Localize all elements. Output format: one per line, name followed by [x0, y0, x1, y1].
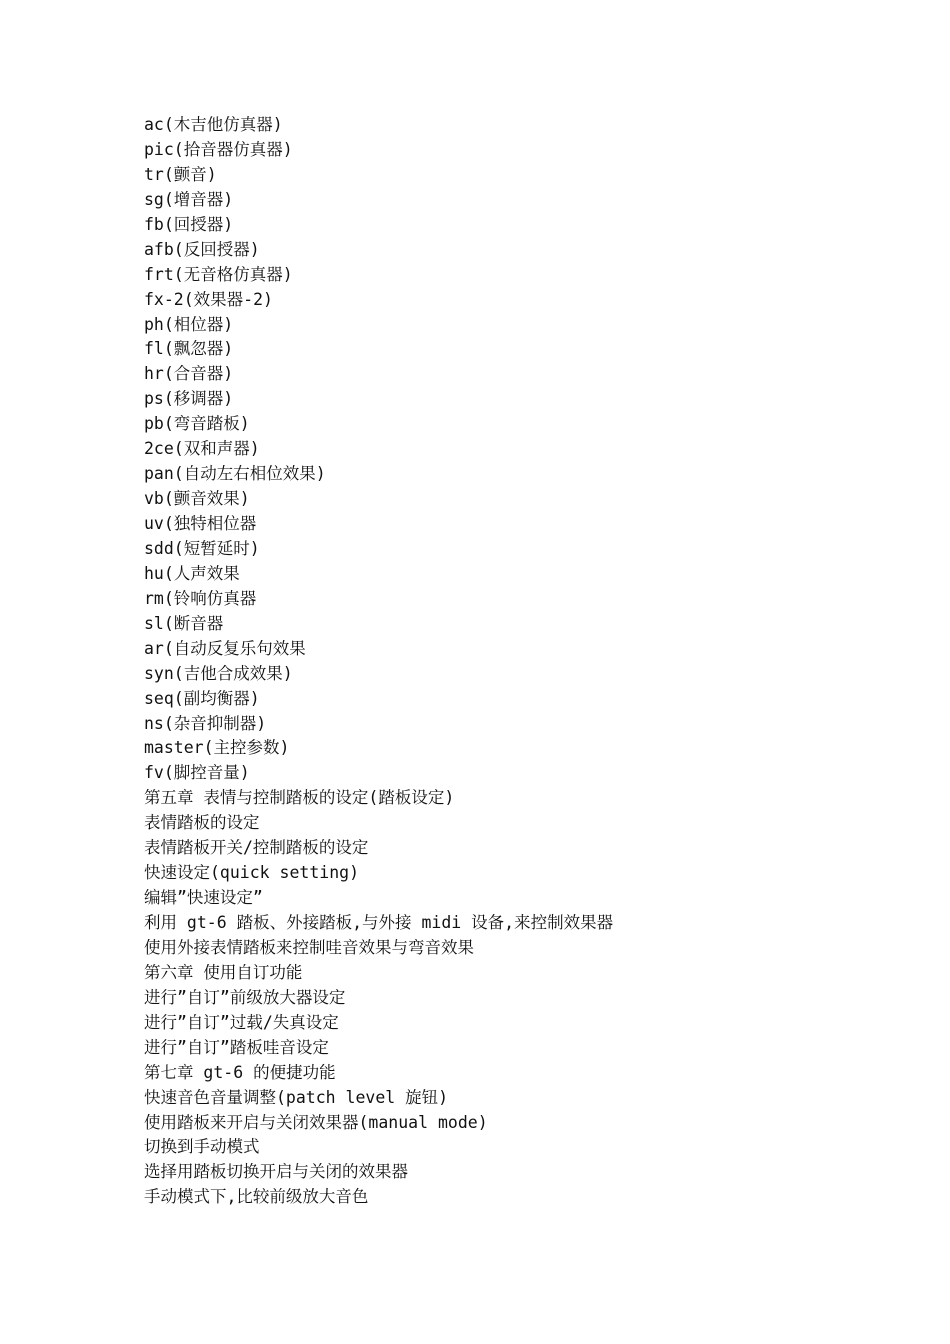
text-line: fx-2(效果器-2) — [144, 289, 273, 309]
text-line: uv(独特相位器 — [144, 514, 257, 533]
text-line: 利用 gt-6 踏板、外接踏板,与外接 midi 设备,来控制效果器 — [144, 913, 614, 932]
text-line: 进行”自订”过载/失真设定 — [144, 1012, 339, 1032]
text-line: 快速音色音量调整(patch level 旋钮) — [144, 1087, 449, 1107]
text-line: rm(铃响仿真器 — [144, 588, 257, 608]
chapter-heading: 第六章 使用自订功能 — [144, 962, 303, 982]
text-line: sdd(短暂延时) — [144, 538, 260, 558]
text-line: 2ce(双和声器) — [144, 439, 260, 459]
text-line: seq(副均衡器) — [144, 688, 260, 708]
text-line: fl(飘忽器) — [144, 339, 234, 359]
text-line: afb(反回授器) — [144, 239, 260, 259]
text-line: pic(拾音器仿真器) — [144, 139, 293, 159]
text-line: tr(颤音) — [144, 164, 217, 184]
text-line: 使用踏板来开启与关闭效果器(manual mode) — [144, 1112, 488, 1132]
text-line: 编辑”快速设定” — [144, 888, 263, 908]
text-line: vb(颤音效果) — [144, 489, 250, 509]
text-line: 切换到手动模式 — [144, 1137, 260, 1157]
text-line: 选择用踏板切换开启与关闭的效果器 — [144, 1162, 408, 1182]
text-line: ar(自动反复乐句效果 — [144, 638, 306, 658]
text-body — [144, 113, 904, 1210]
text-line: pb(弯音踏板) — [144, 414, 250, 434]
text-line: hr(合音器) — [144, 364, 234, 384]
chapter-heading: 第七章 gt-6 的便捷功能 — [144, 1062, 336, 1082]
text-line: 手动模式下,比较前级放大音色 — [144, 1187, 369, 1207]
text-line: 快速设定(quick setting) — [144, 863, 360, 883]
text-line: 使用外接表情踏板来控制哇音效果与弯音效果 — [144, 937, 474, 957]
text-line: 进行”自订”前级放大器设定 — [144, 987, 346, 1007]
text-line: ns(杂音抑制器) — [144, 713, 267, 733]
text-line: ph(相位器) — [144, 314, 234, 334]
text-line: ps(移调器) — [144, 389, 234, 409]
text-line: master(主控参数) — [144, 738, 290, 758]
text-line: 表情踏板开关/控制踏板的设定 — [144, 838, 369, 858]
text-line: fv(脚控音量) — [144, 763, 250, 783]
text-line: fb(回授器) — [144, 214, 234, 234]
text-line: syn(吉他合成效果) — [144, 663, 293, 683]
text-line: hu(人声效果 — [144, 563, 240, 583]
text-line: ac(木吉他仿真器) — [144, 115, 283, 134]
chapter-heading: 第五章 表情与控制踏板的设定(踏板设定) — [144, 788, 455, 808]
text-line: sg(增音器) — [144, 189, 234, 209]
text-line: 进行”自订”踏板哇音设定 — [144, 1037, 329, 1057]
text-line: frt(无音格仿真器) — [144, 264, 293, 284]
text-line: sl(断音器 — [144, 613, 224, 633]
text-line: pan(自动左右相位效果) — [144, 464, 326, 484]
text-line: 表情踏板的设定 — [144, 813, 260, 833]
